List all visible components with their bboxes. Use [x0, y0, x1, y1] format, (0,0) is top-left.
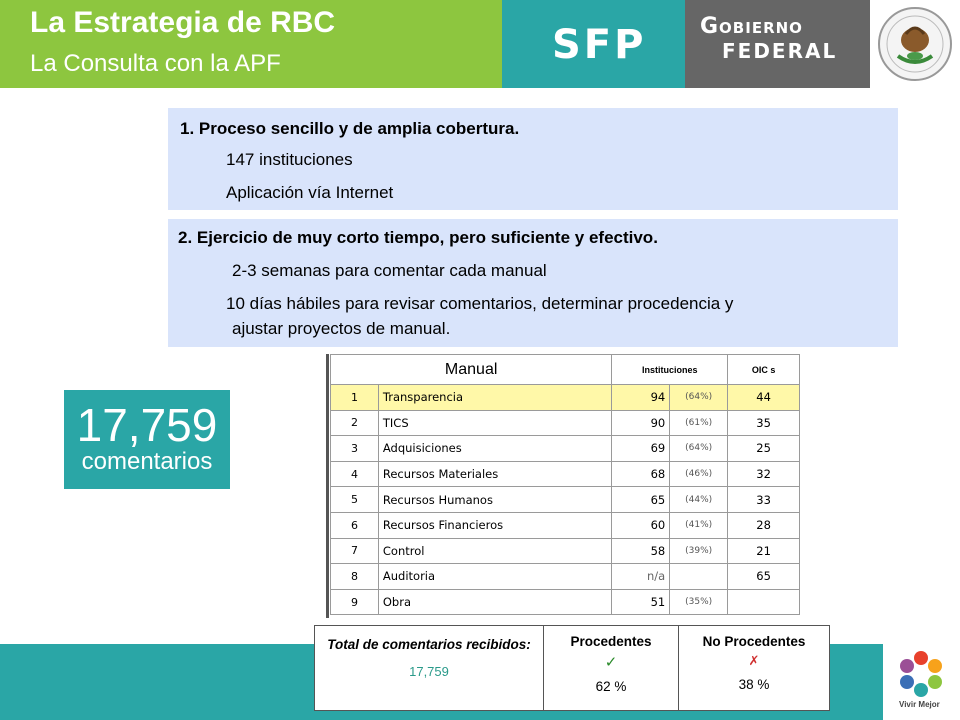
- header-manual: Manual: [331, 355, 612, 385]
- row-number: 3: [331, 436, 379, 462]
- manual-name: Recursos Financieros: [378, 512, 611, 538]
- point2-line: 10 días hábiles para revisar comentarios, determinar procedencia y: [226, 294, 734, 313]
- no-procedentes-label: No Procedentes: [702, 634, 806, 649]
- oic-count: 21: [728, 538, 800, 564]
- instituciones-pct: (64%): [670, 385, 728, 411]
- header-oics: OIC s: [728, 355, 800, 385]
- sfp-logo: SFP: [552, 22, 647, 68]
- row-number: 2: [331, 410, 379, 436]
- procedentes-label: Procedentes: [570, 634, 652, 649]
- mexico-seal-icon: [876, 4, 954, 84]
- table-edge: [326, 354, 329, 618]
- manual-name: TICS: [378, 410, 611, 436]
- manuals-table: [330, 354, 800, 615]
- table-row: [331, 436, 800, 462]
- total-value: 17,759: [409, 664, 449, 679]
- gobierno-logo-line2: FEDERAL: [722, 39, 838, 63]
- instituciones-pct: (35%): [670, 589, 728, 615]
- comments-counter: [64, 390, 230, 489]
- page-subtitle: La Consulta con la APF: [30, 50, 281, 77]
- oic-count: [728, 589, 800, 615]
- gobierno-federal-logo: [700, 14, 837, 63]
- instituciones-pct: (46%): [670, 461, 728, 487]
- manual-name: Auditoria: [378, 564, 611, 590]
- counter-number: 17,759: [76, 399, 218, 451]
- table-row: [331, 385, 800, 411]
- point2-line: ajustar proyectos de manual.: [232, 319, 451, 338]
- table-row: [331, 538, 800, 564]
- instituciones-pct: (44%): [670, 487, 728, 513]
- table-body: [331, 385, 800, 615]
- table-row: [331, 512, 800, 538]
- point1-line: 147 instituciones: [226, 150, 353, 169]
- instituciones-pct: [670, 564, 728, 590]
- summary-table: [314, 625, 830, 711]
- oic-count: 32: [728, 461, 800, 487]
- cross-icon: ✗: [748, 653, 760, 668]
- instituciones-count: 51: [612, 589, 670, 615]
- table-row: [331, 487, 800, 513]
- instituciones-count: 65: [612, 487, 670, 513]
- manual-name: Recursos Materiales: [378, 461, 611, 487]
- instituciones-count: n/a: [612, 564, 670, 590]
- table-row: [331, 589, 800, 615]
- oic-count: 33: [728, 487, 800, 513]
- no-procedentes-pct: 38 %: [738, 677, 770, 692]
- oic-count: 35: [728, 410, 800, 436]
- row-number: 5: [331, 487, 379, 513]
- instituciones-count: 58: [612, 538, 670, 564]
- row-number: 6: [331, 512, 379, 538]
- vivir-mejor-label: Vivir Mejor: [899, 700, 940, 709]
- procedentes-cell: [544, 626, 679, 711]
- row-number: 8: [331, 564, 379, 590]
- instituciones-count: 94: [612, 385, 670, 411]
- point2-heading: 2. Ejercicio de muy corto tiempo, pero suficiente y efectivo.: [178, 228, 658, 247]
- manual-name: Recursos Humanos: [378, 487, 611, 513]
- header-instituciones: Instituciones: [612, 355, 728, 385]
- oic-count: 65: [728, 564, 800, 590]
- point1-heading: 1. Proceso sencillo y de amplia cobertura.: [180, 119, 520, 138]
- total-label: Total de comentarios recibidos:: [327, 637, 531, 652]
- table-row: [331, 564, 800, 590]
- instituciones-count: 90: [612, 410, 670, 436]
- point2-line: 2-3 semanas para comentar cada manual: [232, 261, 547, 280]
- instituciones-pct: (64%): [670, 436, 728, 462]
- total-cell: [315, 626, 544, 711]
- instituciones-count: 68: [612, 461, 670, 487]
- row-number: 1: [331, 385, 379, 411]
- instituciones-count: 60: [612, 512, 670, 538]
- oic-count: 44: [728, 385, 800, 411]
- manual-name: Obra: [378, 589, 611, 615]
- oic-count: 28: [728, 512, 800, 538]
- instituciones-pct: (61%): [670, 410, 728, 436]
- counter-label: comentarios: [81, 448, 213, 475]
- point2-box: [168, 219, 898, 347]
- oic-count: 25: [728, 436, 800, 462]
- row-number: 7: [331, 538, 379, 564]
- point1-line: Aplicación vía Internet: [226, 183, 394, 202]
- no-procedentes-cell: [679, 626, 830, 711]
- row-number: 4: [331, 461, 379, 487]
- manual-name: Transparencia: [378, 385, 611, 411]
- table-row: [331, 461, 800, 487]
- table-header-row: [331, 355, 800, 385]
- gobierno-logo-line1: Gobierno: [700, 14, 803, 39]
- manual-name: Control: [378, 538, 611, 564]
- manual-name: Adquisiciones: [378, 436, 611, 462]
- row-number: 9: [331, 589, 379, 615]
- point1-box: [168, 108, 898, 210]
- instituciones-count: 69: [612, 436, 670, 462]
- table-row: [331, 410, 800, 436]
- instituciones-pct: (39%): [670, 538, 728, 564]
- procedentes-pct: 62 %: [595, 679, 627, 694]
- page-title: La Estrategia de RBC: [30, 6, 336, 39]
- instituciones-pct: (41%): [670, 512, 728, 538]
- check-icon: ✓: [604, 654, 618, 671]
